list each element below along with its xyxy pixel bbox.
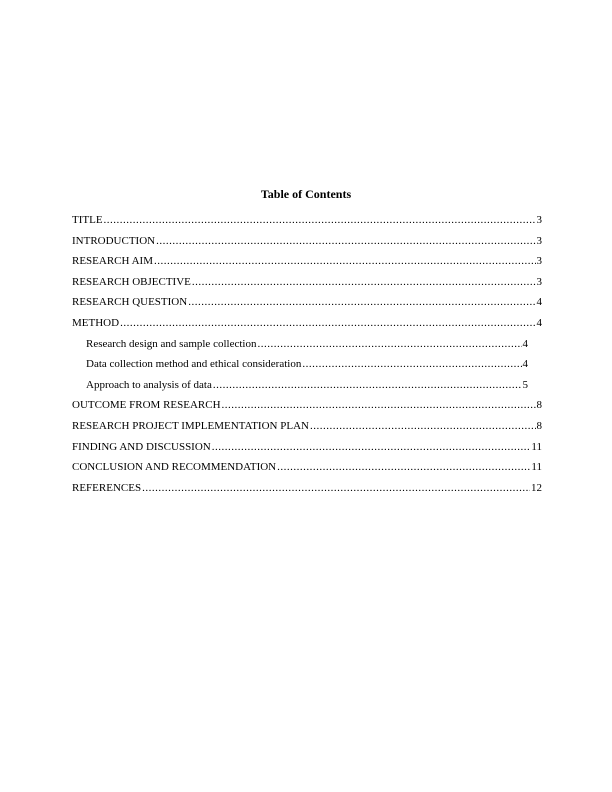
toc-entry-label: Approach to analysis of data (86, 378, 212, 391)
toc-entry-label: METHOD (72, 316, 120, 329)
toc-entry-page: 5 (522, 378, 528, 391)
toc-entry-data-analysis[interactable] (72, 378, 542, 399)
toc-entry-page: 4 (522, 337, 528, 350)
toc-entry-label: CONCLUSION AND RECOMMENDATION (72, 461, 277, 474)
toc-entry-label: RESEARCH AIM (72, 255, 153, 268)
toc-entry-finding-discussion[interactable] (72, 440, 542, 461)
toc-entry-page: 4 (536, 316, 542, 329)
toc-entry-label: TITLE (72, 214, 103, 226)
toc-entry-page: 4 (522, 358, 528, 371)
toc-entry-page: 3 (536, 214, 542, 226)
toc-entry-page: 11 (531, 440, 542, 453)
toc-entry-label: RESEARCH PROJECT IMPLEMENTATION PLAN (72, 419, 309, 432)
toc-entry-page: 3 (536, 255, 542, 268)
toc-entry-references[interactable] (72, 481, 542, 502)
toc-entry-label: Data collection method and ethical consideration (86, 358, 302, 371)
toc-dot-leader (104, 213, 536, 227)
toc-entry-outcome[interactable] (72, 398, 542, 419)
toc-entry-title[interactable] (72, 213, 542, 234)
toc-entry-page: 3 (536, 275, 542, 288)
toc-entry-label: OUTCOME FROM RESEARCH (72, 399, 221, 412)
toc-entry-conclusion[interactable] (72, 460, 542, 481)
toc-entry-research-objective[interactable] (72, 275, 542, 296)
toc-entry-label: Research design and sample collection (86, 337, 257, 350)
toc-entry-page: 11 (531, 461, 542, 474)
toc-dot-leader (302, 357, 521, 371)
toc-entry-label: INTRODUCTION (72, 234, 156, 247)
toc-entry-method[interactable] (72, 316, 542, 337)
toc-entry-label: REFERENCES (72, 481, 142, 494)
toc-heading: Table of Contents (260, 187, 352, 201)
toc-entry-introduction[interactable] (72, 234, 542, 255)
toc-dot-leader (277, 460, 530, 474)
toc-entry-research-design[interactable] (72, 337, 542, 358)
toc-entry-label: RESEARCH QUESTION (72, 296, 188, 309)
toc-dot-leader (120, 316, 535, 330)
toc-entry-research-question[interactable] (72, 295, 542, 316)
toc-dot-leader (154, 254, 536, 268)
toc-entry-page: 3 (536, 234, 542, 247)
toc-entry-implementation-plan[interactable] (72, 419, 542, 440)
toc-dot-leader (156, 234, 535, 248)
toc-dot-leader (310, 419, 536, 433)
toc-dot-leader (213, 378, 522, 392)
toc-entry-label: RESEARCH OBJECTIVE (72, 275, 191, 288)
toc-dot-leader (222, 398, 536, 412)
toc-dot-leader (192, 275, 536, 289)
toc-list (72, 213, 542, 501)
toc-entry-data-collection[interactable] (72, 357, 542, 378)
toc-dot-leader (142, 481, 530, 495)
toc-entry-page: 4 (536, 296, 542, 309)
toc-entry-label: FINDING AND DISCUSSION (72, 440, 211, 453)
toc-entry-page: 12 (531, 481, 542, 494)
toc-entry-research-aim[interactable] (72, 254, 542, 275)
toc-entry-page: 8 (536, 399, 542, 412)
toc-entry-page: 8 (536, 419, 542, 432)
toc-dot-leader (212, 440, 531, 454)
toc-dot-leader (188, 295, 535, 309)
toc-dot-leader (257, 337, 521, 351)
